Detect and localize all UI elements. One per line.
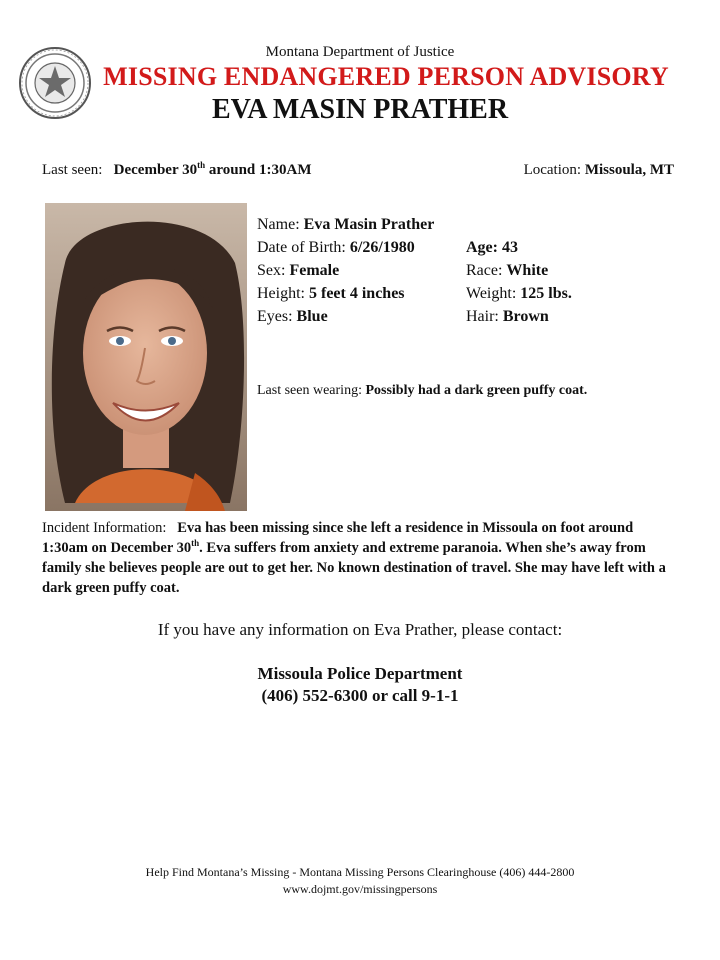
last-seen-date-text: December 30	[113, 162, 198, 178]
weight-value: 125 lbs.	[520, 285, 572, 302]
contact-phone: (406) 552-6300 or call 9-1-1	[261, 686, 459, 705]
footer-website: www.dojmt.gov/missingpersons	[282, 882, 438, 896]
missing-person-photo	[45, 203, 247, 511]
name-label: Name:	[257, 216, 300, 233]
incident-text-sup: th	[191, 538, 200, 549]
contact-org: Missoula Police Department	[257, 664, 463, 683]
last-seen-location	[524, 162, 674, 179]
hair-value: Brown	[502, 308, 549, 325]
contact-block	[0, 663, 720, 707]
age-value: 43	[501, 239, 518, 256]
eyes-label: Eyes:	[257, 308, 293, 325]
footer	[0, 864, 720, 898]
footer-clearinghouse: Help Find Montana’s Missing - Montana Missing Persons Clearinghouse (406) 444-2800	[145, 865, 575, 879]
race-field	[466, 259, 548, 282]
incident-text-part1: Eva has been missing since she left a residence in Missoula on foot around 1:30am on December 30	[42, 520, 634, 556]
last-seen-wearing	[257, 383, 587, 399]
race-label: Race:	[466, 262, 503, 279]
incident-label: Incident Information:	[42, 520, 167, 536]
sex-value: Female	[289, 262, 340, 279]
last-seen-date-suffix: th	[197, 160, 206, 170]
weight-field	[466, 282, 572, 305]
name-value: Eva Masin Prather	[303, 216, 435, 233]
wearing-value: Possibly had a dark green puffy coat.	[365, 383, 588, 398]
person-name-title: EVA MASIN PRATHER	[211, 94, 509, 125]
detail-row-eyes-hair	[257, 305, 549, 328]
last-seen-label: Last seen:	[42, 162, 103, 178]
person-details	[257, 213, 572, 328]
detail-row-sex-race	[257, 259, 549, 282]
contact-prompt: If you have any information on Eva Prather, please contact:	[157, 620, 563, 639]
hair-field	[466, 305, 549, 328]
sex-label: Sex:	[257, 262, 286, 279]
age-field	[466, 236, 518, 259]
dob-label: Date of Birth:	[257, 239, 346, 256]
wearing-label: Last seen wearing:	[257, 383, 362, 398]
location-value: Missoula, MT	[584, 162, 674, 178]
detail-row-name	[257, 213, 434, 236]
advisory-title: MISSING ENDANGERED PERSON ADVISORY	[103, 62, 669, 91]
agency-name: Montana Department of Justice	[265, 44, 455, 60]
race-value: White	[506, 262, 549, 279]
last-seen-date	[42, 162, 312, 179]
dob-value: 6/26/1980	[349, 239, 415, 256]
last-seen-time: around 1:30AM	[205, 162, 312, 178]
detail-row-height-weight	[257, 282, 572, 305]
detail-row-dob-age	[257, 236, 518, 259]
age-label: Age:	[466, 239, 498, 256]
eyes-value: Blue	[296, 308, 328, 325]
last-seen-date-value	[114, 162, 312, 178]
location-label: Location:	[523, 162, 582, 178]
incident-information	[42, 518, 682, 598]
height-label: Height:	[257, 285, 305, 302]
weight-label: Weight:	[466, 285, 517, 302]
incident-text-part2: . Eva suffers from anxiety and extreme paranoia. When she’s away from family she believes people are out to get her. No known destination of travel. She may have left with a dark green puffy coat.	[42, 540, 666, 596]
height-value: 5 feet 4 inches	[309, 285, 405, 302]
hair-label: Hair:	[466, 308, 499, 325]
